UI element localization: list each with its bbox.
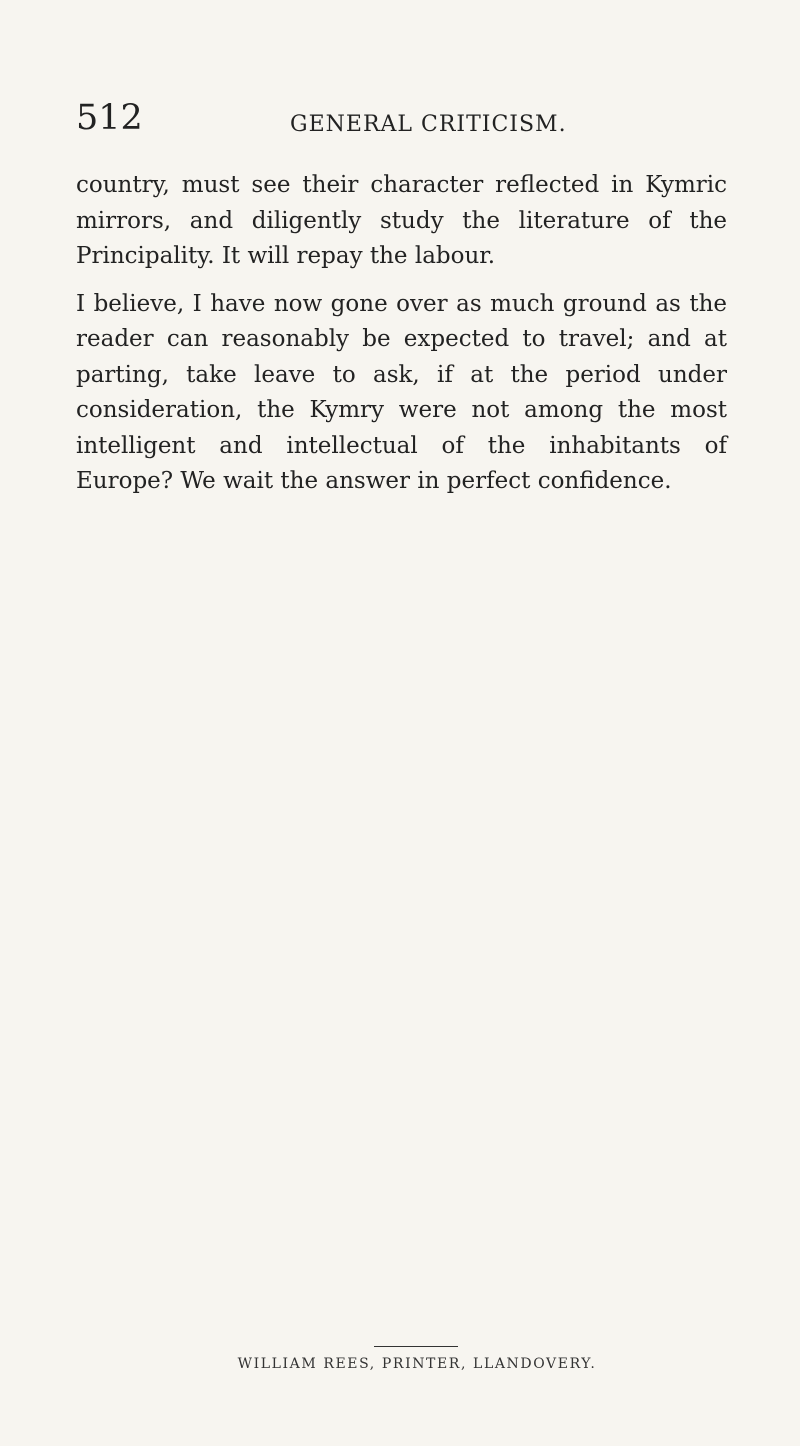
body-text — [76, 168, 727, 500]
colophon-rule — [374, 1346, 458, 1347]
printer-colophon: WILLIAM REES, PRINTER, LLANDOVERY. — [237, 1356, 597, 1372]
paragraph: country, must see their character reflected in Kymric mirrors, and diligently study the literature of the Principality. It will repay the labour. — [76, 172, 727, 269]
paragraph: I believe, I have now gone over as much ground as the reader can reasonably be expected to travel; and at parting, take leave to ask, if at the period under consideration, the Kymry were not among the most intelligent and intellectual of the inhabitants of Europe? We wait the answer in perfect confidence. — [76, 290, 727, 494]
page-number: 512 — [76, 98, 143, 138]
running-head: GENERAL CRITICISM. — [290, 112, 567, 137]
